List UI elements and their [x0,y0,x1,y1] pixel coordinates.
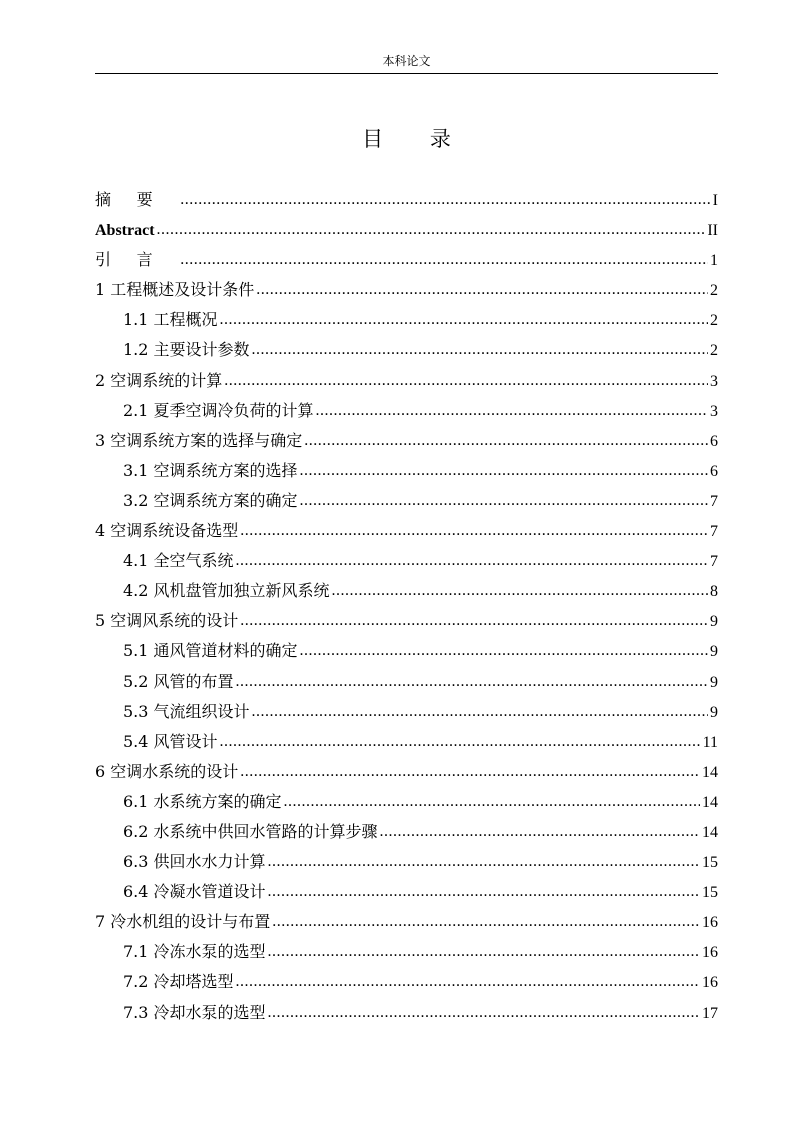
toc-entry-page: 14 [702,763,718,781]
toc-entry[interactable] [95,305,718,335]
dot-leader [224,365,708,396]
toc-entry-label: 摘要 [95,190,179,209]
toc-entry-label: 5.4 风管设计 [123,731,218,751]
toc-entry-page: 16 [702,944,718,962]
dot-leader [300,455,708,486]
toc-entry[interactable] [95,275,718,305]
toc-entry-label: 4.1 全空气系统 [123,551,234,571]
toc-entry[interactable] [95,486,718,516]
toc-entry-label: 6 空调水系统的设计 [95,761,239,781]
dot-leader [256,274,708,305]
dot-leader [252,334,708,365]
dot-leader [332,575,708,606]
toc-entry-page: 7 [710,523,718,541]
dot-leader [220,304,708,335]
dot-leader [300,485,708,516]
toc-entry-label: 5.1 通风管道材料的确定 [123,641,298,661]
toc-entry-label: 1 工程概述及设计条件 [95,280,255,300]
header-rule [95,73,718,74]
toc-entry-page: 6 [710,432,718,450]
toc-entry[interactable] [95,667,718,697]
toc-entry-page: 2 [710,312,718,330]
toc-entry-label: 5.3 气流组织设计 [123,701,250,721]
toc-entry-page: 15 [702,854,718,872]
toc-entry-page: 16 [702,974,718,992]
dot-leader [268,846,700,877]
toc-entry-label: 4 空调系统设备选型 [95,521,239,541]
dot-leader [284,786,700,817]
toc-entry-page: 1 [710,252,718,270]
toc-entry-label: 1.2 主要设计参数 [123,340,250,360]
toc-title-char: 录 [429,127,451,151]
toc-entry-page: 3 [710,402,718,420]
dot-leader [272,906,700,937]
toc-entry[interactable] [95,215,718,245]
toc-list [95,185,718,1028]
toc-entry-page: 11 [702,733,718,751]
dot-leader [157,214,706,245]
toc-entry[interactable] [95,967,718,997]
toc-entry-label: 引言 [95,250,179,270]
toc-entry[interactable] [95,847,718,877]
toc-entry-page: 9 [710,673,718,691]
toc-entry[interactable] [95,937,718,967]
toc-entry-page: 17 [702,1004,718,1022]
toc-entry[interactable] [95,606,718,636]
toc-entry-label: 6.4 冷凝水管道设计 [123,882,266,902]
toc-entry-label: 6.2 水系统中供回水管路的计算步骤 [123,821,378,841]
dot-leader [220,726,701,757]
toc-entry-label: 3.1 空调系统方案的选择 [123,460,298,480]
toc-entry[interactable] [95,546,718,576]
toc-entry[interactable] [95,907,718,937]
toc-entry-label: 6.3 供回水水力计算 [123,852,266,872]
toc-entry-page: 3 [710,372,718,390]
toc-entry[interactable] [95,456,718,486]
dot-leader [268,936,700,967]
dot-leader [180,244,708,275]
toc-entry[interactable] [95,787,718,817]
toc-title-char: 目 [362,127,384,151]
toc-entry[interactable] [95,396,718,426]
toc-entry-page: 2 [710,342,718,360]
toc-entry[interactable] [95,245,718,275]
toc-entry-label: 5.2 风管的布置 [123,671,234,691]
toc-entry[interactable] [95,636,718,666]
toc-entry[interactable] [95,877,718,907]
toc-title [95,124,718,154]
toc-entry-page: II [707,222,718,240]
toc-entry[interactable] [95,998,718,1028]
toc-entry[interactable] [95,576,718,606]
toc-entry-label: 2.1 夏季空调冷负荷的计算 [123,400,314,420]
toc-entry-label: 3 空调系统方案的选择与确定 [95,430,303,450]
dot-leader [268,876,700,907]
dot-leader [180,184,710,215]
dot-leader [236,966,700,997]
dot-leader [304,425,708,456]
toc-entry[interactable] [95,817,718,847]
toc-entry-label: 2 空调系统的计算 [95,370,223,390]
running-header: 本科论文 [382,54,431,68]
dot-leader [380,816,700,847]
toc-entry[interactable] [95,757,718,787]
toc-entry-page: 14 [702,823,718,841]
toc-entry-label: Abstract [95,222,155,240]
toc-entry-label: 1.1 工程概况 [123,310,218,330]
toc-entry-page: 15 [702,884,718,902]
toc-entry-label: 7.2 冷却塔选型 [123,972,234,992]
toc-entry-page: 9 [710,703,718,721]
toc-entry-page: 7 [710,492,718,510]
dot-leader [316,395,708,426]
dot-leader [236,545,708,576]
toc-entry-page: 2 [710,282,718,300]
toc-entry-page: 9 [710,613,718,631]
dot-leader [268,997,700,1028]
toc-entry[interactable] [95,185,718,215]
toc-entry-label: 7.1 冷冻水泵的选型 [123,942,266,962]
toc-entry[interactable] [95,426,718,456]
dot-leader [240,605,708,636]
toc-entry[interactable] [95,366,718,396]
toc-entry[interactable] [95,727,718,757]
dot-leader [252,696,708,727]
dot-leader [300,635,708,666]
toc-entry-page: 9 [710,643,718,661]
toc-entry-label: 6.1 水系统方案的确定 [123,791,282,811]
dot-leader [240,756,700,787]
toc-entry[interactable] [95,335,718,365]
toc-entry[interactable] [95,516,718,546]
toc-entry-page: 14 [702,793,718,811]
dot-leader [236,666,708,697]
toc-entry-label: 3.2 空调系统方案的确定 [123,490,298,510]
dot-leader [240,515,708,546]
toc-entry-page: I [712,192,718,209]
toc-entry-label: 7 冷水机组的设计与布置 [95,912,271,932]
toc-entry[interactable] [95,697,718,727]
toc-entry-page: 6 [710,462,718,480]
toc-entry-label: 7.3 冷却水泵的选型 [123,1002,266,1022]
toc-entry-page: 8 [710,583,718,601]
toc-entry-page: 7 [710,553,718,571]
toc-entry-label: 5 空调风系统的设计 [95,611,239,631]
toc-entry-page: 16 [702,914,718,932]
toc-entry-label: 4.2 风机盘管加独立新风系统 [123,581,330,601]
